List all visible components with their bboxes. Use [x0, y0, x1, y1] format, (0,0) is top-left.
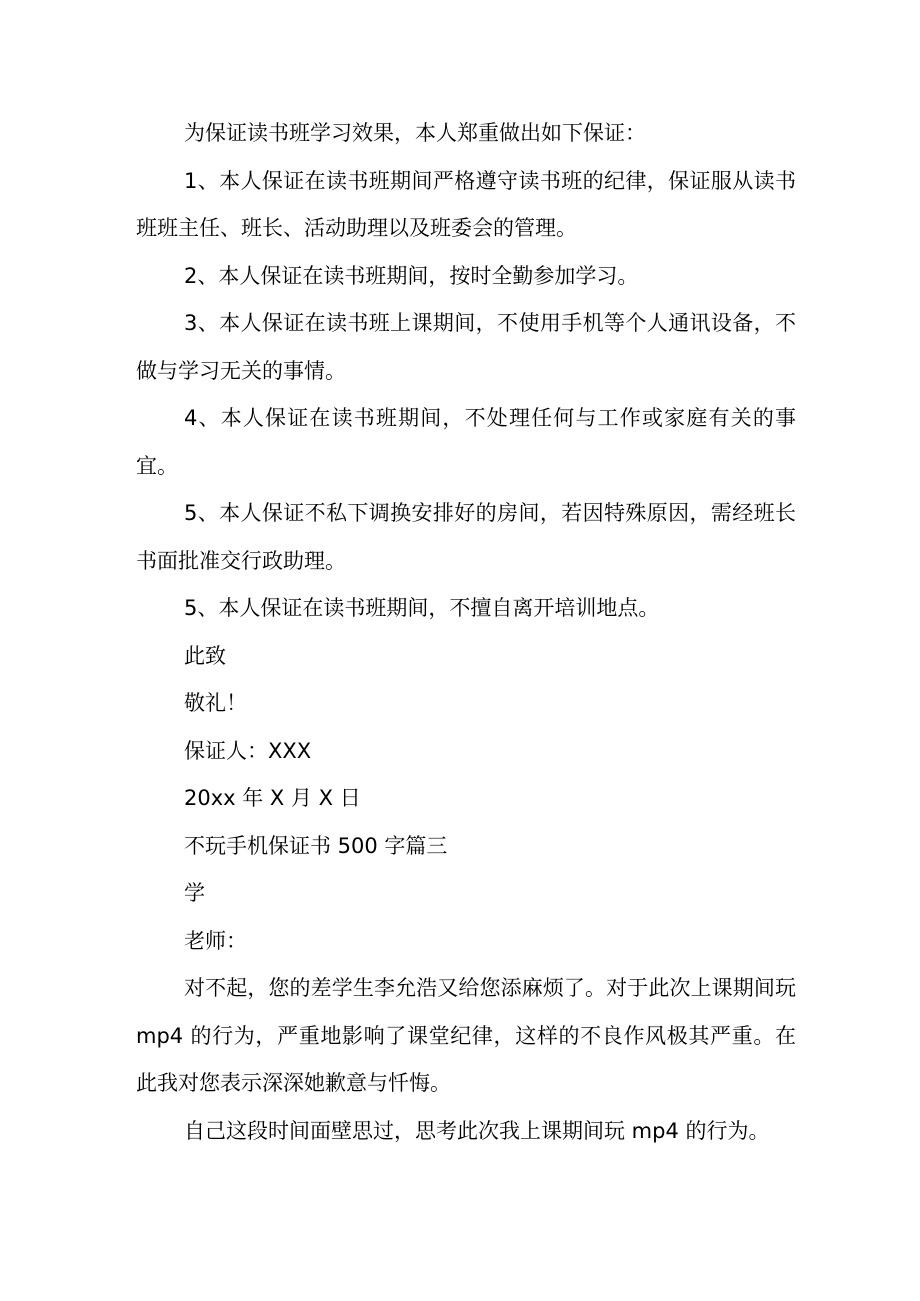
pledge-item-5b: 5、本人保证在读书班期间，不擅自离开培训地点。 [184, 596, 660, 620]
date-line: 20xx 年 X 月 X 日 [184, 786, 361, 810]
closing-respect: 敬礼！ [184, 691, 247, 715]
pledge-item-2: 2、本人保证在读书班期间，按时全勤参加学习。 [184, 263, 639, 288]
pledge-item-4: 4、本人保证在读书班期间，不处理任何与工作或家庭有关的事宜。 [136, 406, 796, 478]
greeting-line: 老师： [184, 928, 247, 953]
intro-paragraph: 为保证读书班学习效果，本人郑重做出如下保证： [184, 121, 646, 145]
apology-paragraph: 对不起，您的差学生李允浩又给您添麻烦了。对于此次上课期间玩 mp4 的行为，严重地影响了课堂纪律，这样的不良作风极其严重。在此我对您表示深深她歉意与忏悔。 [136, 976, 796, 1095]
section-title: 不玩手机保证书 500 字篇三 [184, 833, 448, 858]
pledge-item-3: 3、本人保证在读书班上课期间，不使用手机等个人通讯设备，不做与学习无关的事情。 [136, 311, 796, 383]
pledge-item-1: 1、本人保证在读书班期间严格遵守读书班的纪律，保证服从读书班班主任、班长、活动助理以及班委会的管理。 [136, 168, 796, 240]
document-body [136, 110, 796, 1155]
closing-salutation: 此致 [184, 643, 226, 668]
reflection-paragraph: 自己这段时间面壁思过，思考此次我上课期间玩 mp4 的行为。 [184, 1118, 770, 1143]
pledge-item-5: 5、本人保证不私下调换安排好的房间，若因特殊原因，需经班长书面批准交行政助理。 [136, 501, 796, 573]
fragment-line: 学 [184, 881, 205, 905]
guarantor-line: 保证人：XXX [184, 738, 312, 763]
